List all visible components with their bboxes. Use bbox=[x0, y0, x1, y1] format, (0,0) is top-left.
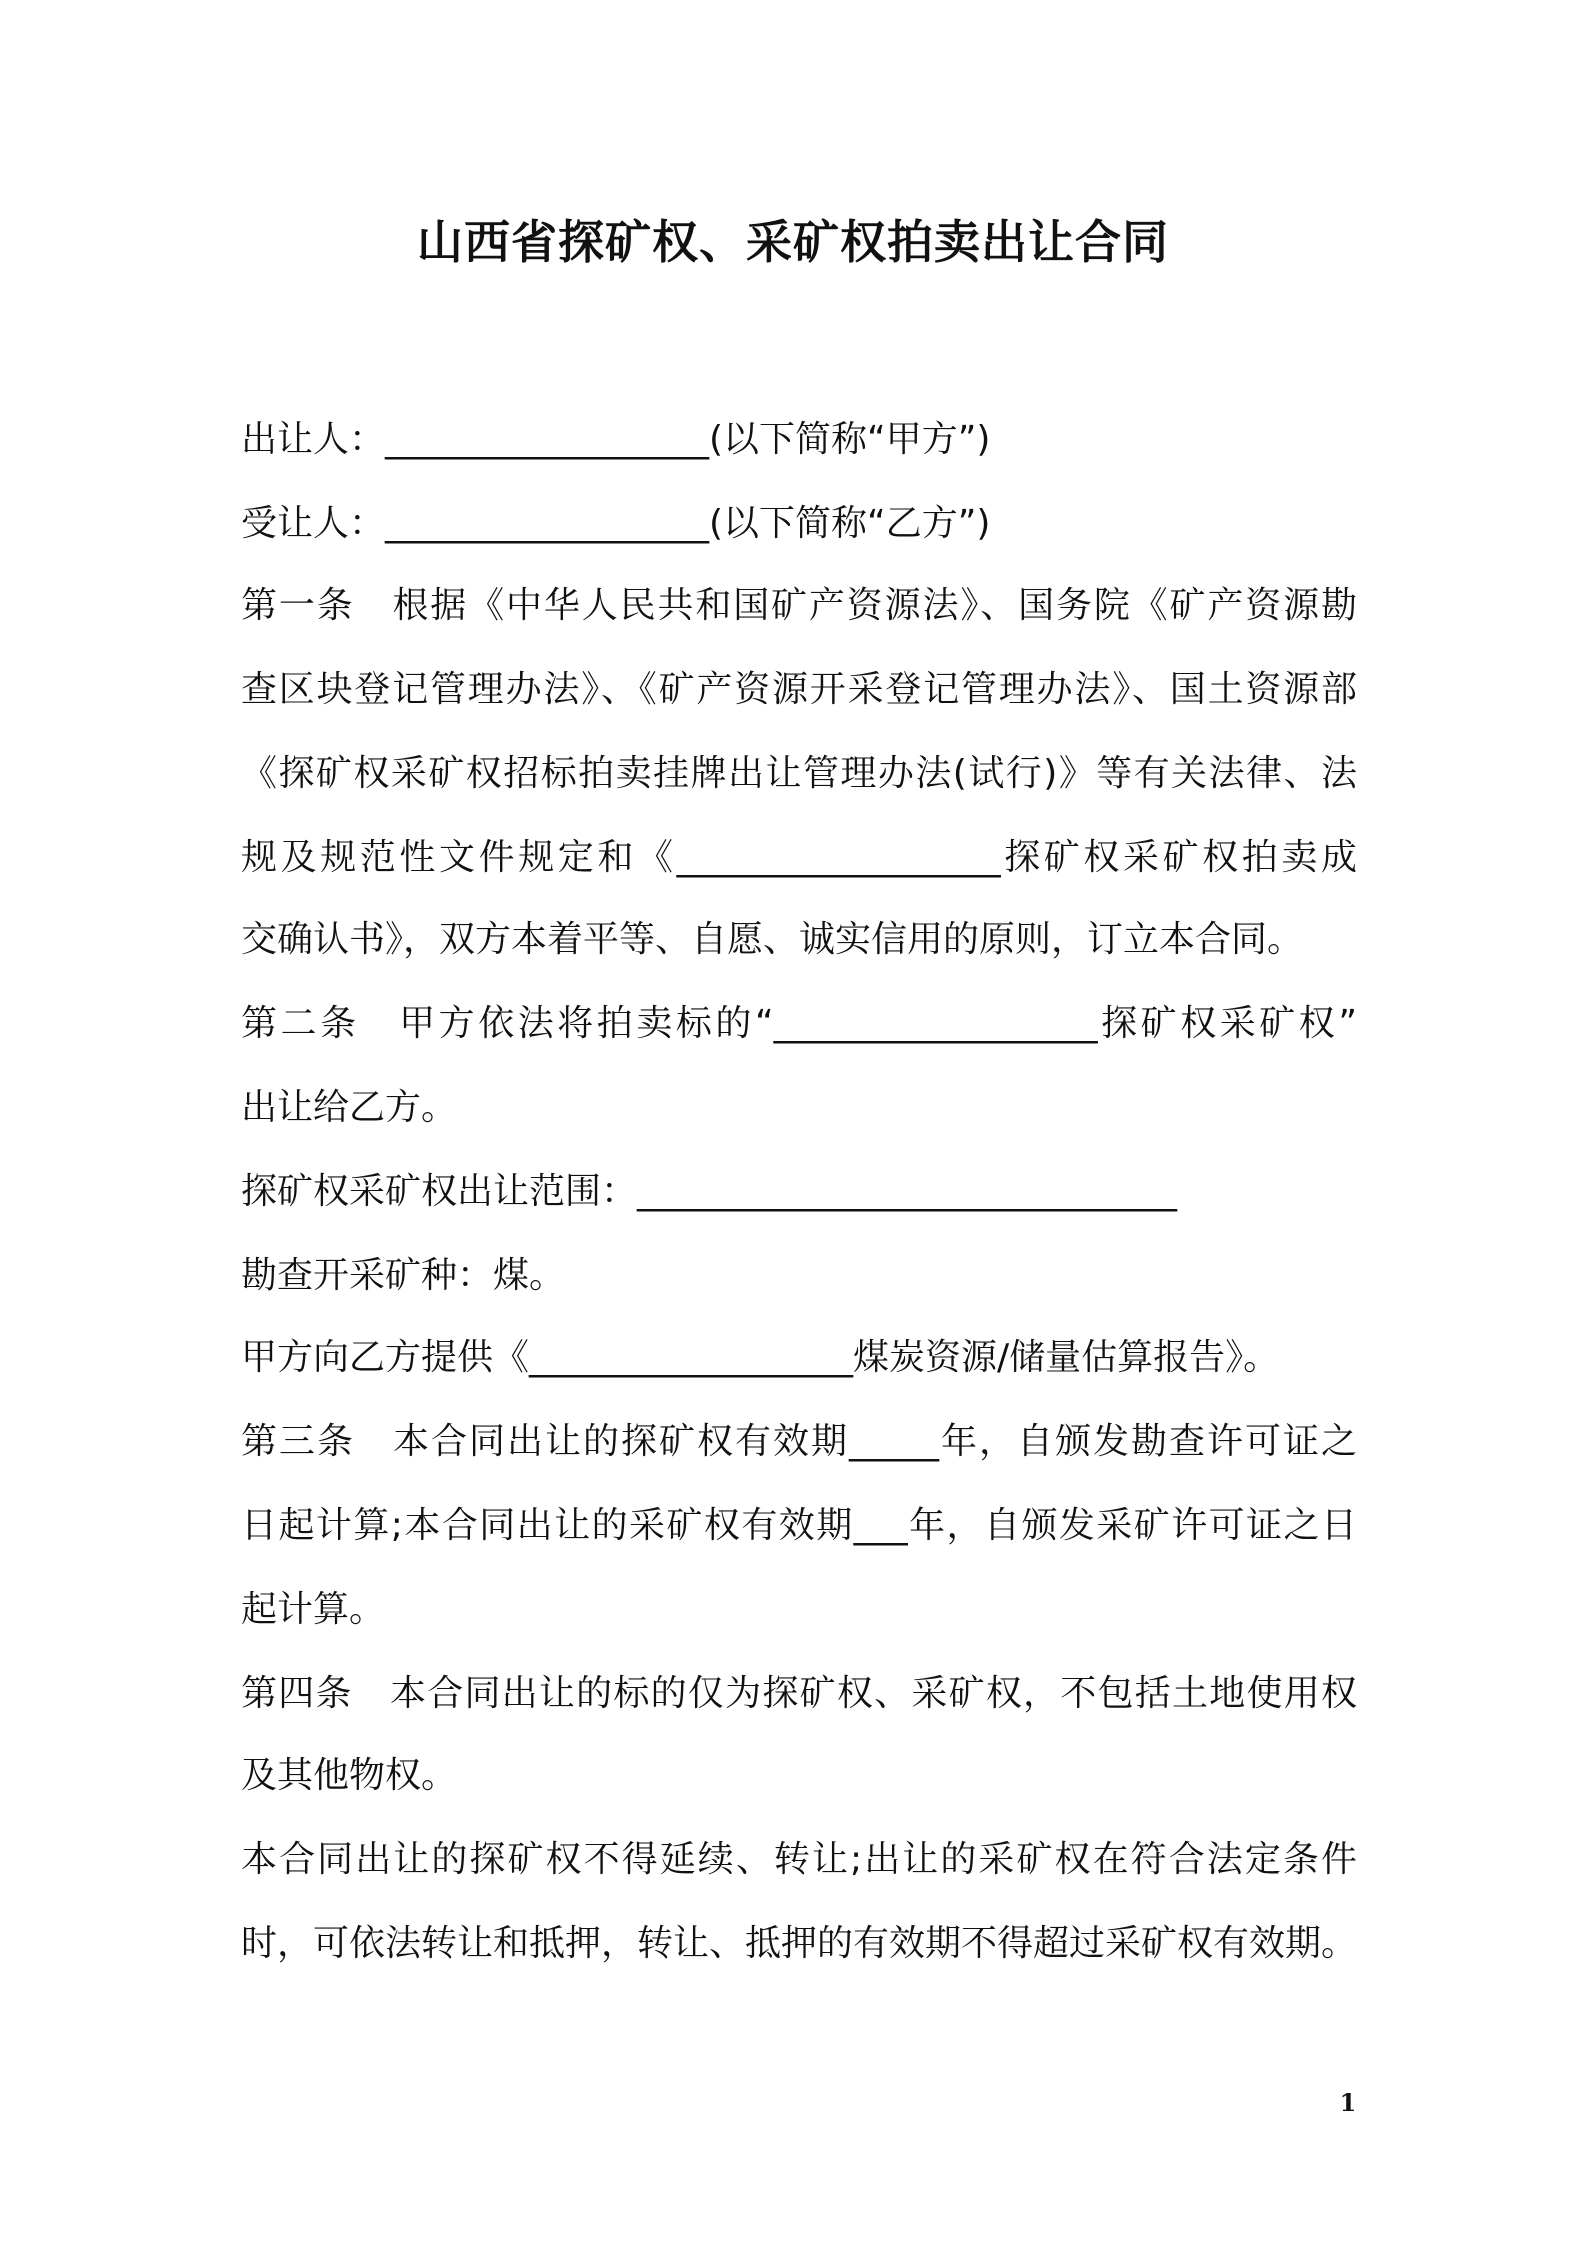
article-1-line-1: 第一条 根据《中华人民共和国矿产资源法》、国务院《矿产资源勘 bbox=[241, 585, 1357, 626]
article-1-line-2: 查区块登记管理办法》、《矿产资源开采登记管理办法》、国土资源部 bbox=[241, 669, 1357, 710]
article-4-line-2: 及其他物权。 bbox=[241, 1755, 458, 1796]
transfer-terms-line-2: 时，可依法转让和抵押，转让、抵押的有效期不得超过采矿权有效期。 bbox=[241, 1923, 1358, 1964]
mineral-type-line: 勘查开采矿种：煤。 bbox=[241, 1255, 566, 1296]
report-line: 甲方向乙方提供《__________________煤炭资源/储量估算报告》。 bbox=[241, 1337, 1280, 1378]
page-number: 1 bbox=[1339, 2088, 1357, 2117]
article-2-line-1: 第二条 甲方依法将拍卖标的“__________________探矿权采矿权” bbox=[241, 1003, 1357, 1044]
document-title: 山西省探矿权、采矿权拍卖出让合同 bbox=[417, 215, 1169, 269]
article-4-line-1: 第四条 本合同出让的标的仅为探矿权、采矿权，不包括土地使用权 bbox=[241, 1673, 1357, 1714]
transfer-terms-line-1: 本合同出让的探矿权不得延续、转让;出让的采矿权在符合法定条件 bbox=[241, 1839, 1357, 1880]
grantee-line: 受让人：__________________(以下简称“乙方”) bbox=[241, 503, 991, 544]
article-2-line-2: 出让给乙方。 bbox=[241, 1087, 458, 1128]
article-3-line-3: 起计算。 bbox=[241, 1589, 386, 1630]
article-3-line-2: 日起计算;本合同出让的采矿权有效期___年，自颁发采矿许可证之日 bbox=[241, 1505, 1357, 1546]
article-1-line-4: 规及规范性文件规定和《__________________探矿权采矿权拍卖成 bbox=[241, 837, 1357, 878]
article-3-line-1: 第三条 本合同出让的探矿权有效期_____年，自颁发勘查许可证之 bbox=[241, 1421, 1357, 1462]
grantor-line: 出让人：__________________(以下简称“甲方”) bbox=[241, 419, 991, 460]
grant-scope-line: 探矿权采矿权出让范围：______________________________ bbox=[241, 1171, 1178, 1212]
article-1-line-3: 《探矿权采矿权招标拍卖挂牌出让管理办法(试行)》等有关法律、法 bbox=[241, 753, 1357, 794]
article-1-line-5: 交确认书》，双方本着平等、自愿、诚实信用的原则，订立本合同。 bbox=[241, 919, 1304, 960]
